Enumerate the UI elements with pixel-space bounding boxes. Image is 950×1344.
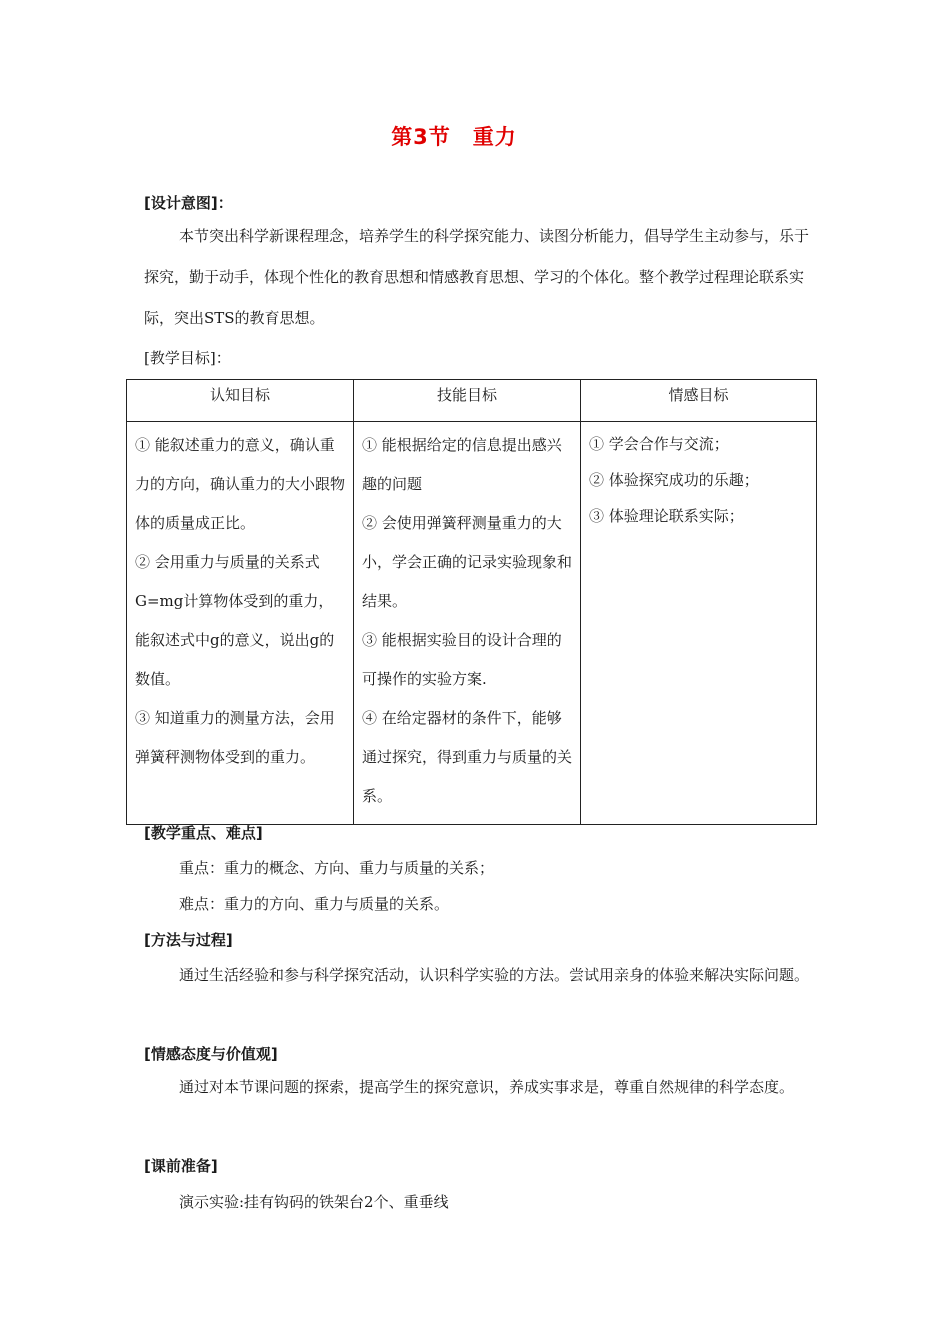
cognitive-goals-cell (127, 422, 354, 825)
attitude-heading: [情感态度与价值观] (144, 1045, 278, 1063)
skill-goal-4: ④ 在给定器材的条件下，能够通过探究，得到重力与质量的关系。 (362, 709, 573, 805)
page-title: 第3节 重力 (391, 125, 517, 149)
preparation-heading: [课前准备] (144, 1157, 218, 1175)
attitude-text: 通过对本节课问题的探索，提高学生的探究意识，养成实事求是，尊重自然规律的科学态度。 (179, 1078, 795, 1096)
affective-goal-3: ③ 体验理论联系实际； (589, 507, 744, 525)
cognitive-goal-1: ① 能叙述重力的意义，确认重力的方向，确认重力的大小跟物体的质量成正比。 (135, 436, 346, 532)
difficulty-point: 难点：重力的方向、重力与质量的关系。 (179, 895, 450, 913)
method-heading: [方法与过程] (144, 931, 233, 949)
header-cognitive: 认知目标 (127, 380, 354, 422)
teaching-goals-heading: [教学目标]： (144, 349, 231, 367)
design-intent-heading: [设计意图]： (144, 194, 233, 212)
goals-content-row (127, 422, 817, 825)
affective-goals-cell (581, 422, 817, 825)
skill-goal-1: ① 能根据给定的信息提出感兴趣的问题 (362, 436, 562, 493)
header-affective: 情感目标 (581, 380, 817, 422)
affective-goal-1: ① 学会合作与交流； (589, 435, 729, 453)
goals-header-row (127, 380, 817, 422)
affective-goal-2: ② 体验探究成功的乐趣； (589, 471, 759, 489)
cognitive-goal-3: ③ 知道重力的测量方法，会用弹簧秤测物体受到的重力。 (135, 709, 335, 766)
skill-goals-cell (354, 422, 581, 825)
focus-point: 重点：重力的概念、方向、重力与质量的关系； (179, 859, 495, 877)
cognitive-goal-2: ② 会用重力与质量的关系式G=mg计算物体受到的重力，能叙述式中g的意义，说出g的数值。 (135, 553, 335, 688)
design-intent-text: 本节突出科学新课程理念，培养学生的科学探究能力、读图分析能力，倡导学生主动参与，乐于探究，勤于动手，体现个性化的教育思想和情感教育思想、学习的个体化。整个教学过程理论联系实际，突出STS的教育思想。 (144, 227, 810, 327)
key-points-heading: [教学重点、难点] (144, 824, 263, 842)
skill-goal-3: ③ 能根据实验目的设计合理的可操作的实验方案. (362, 631, 562, 688)
skill-goal-2: ② 会使用弹簧秤测量重力的大小，学会正确的记录实验现象和结果。 (362, 514, 573, 610)
teaching-goals-table (126, 379, 817, 825)
preparation-text: 演示实验:挂有钩码的铁架台2个、重垂线 (179, 1193, 449, 1211)
header-skills: 技能目标 (354, 380, 581, 422)
method-text: 通过生活经验和参与科学探究活动，认识科学实验的方法。尝试用亲身的体验来解决实际问题。 (179, 966, 810, 984)
